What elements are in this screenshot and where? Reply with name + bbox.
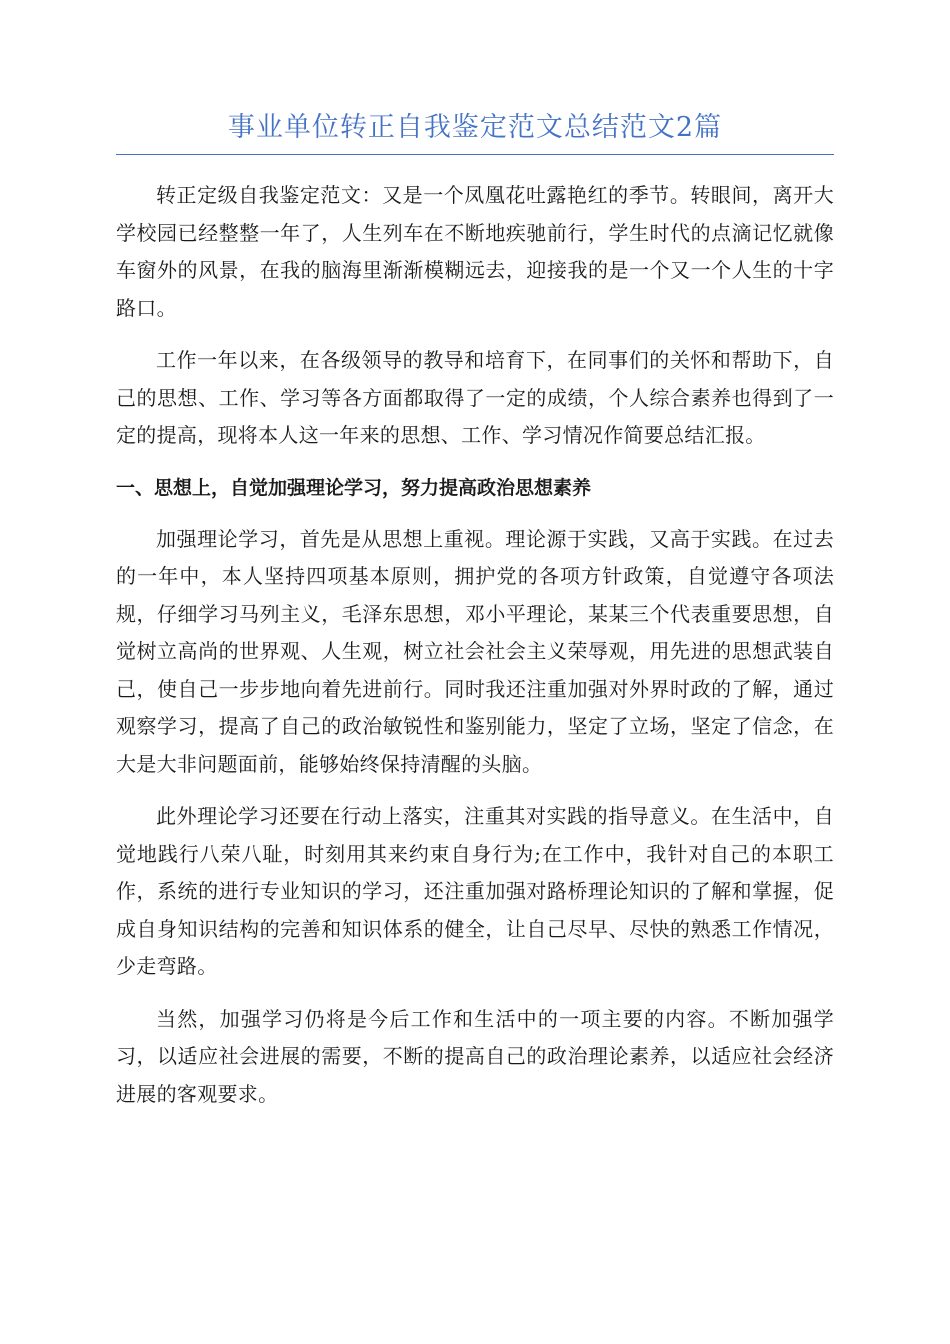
document-page — [116, 108, 834, 1128]
section1-paragraph-3: 当然，加强学习仍将是今后工作和生活中的一项主要的内容。不断加强学习，以适应社会进展的需要，不断的提高自己的政治理论素养，以适应社会经济进展的客观要求。 — [116, 1006, 834, 1106]
intro-paragraph-1: 转正定级自我鉴定范文：又是一个凤凰花吐露艳红的季节。转眼间，离开大学校园已经整整一年了，人生列车在不断地疾驰前行，学生时代的点滴记忆就像车窗外的风景，在我的脑海里渐渐模糊远去，迎接我的是一个又一个人生的十字路口。 — [116, 183, 834, 320]
intro-paragraph-2: 工作一年以来，在各级领导的教导和培育下，在同事们的关怀和帮助下，自己的思想、工作、学习等各方面都取得了一定的成绩，个人综合素养也得到了一定的提高，现将本人这一年来的思想、工作、学习情况作简要总结汇报。 — [116, 348, 834, 447]
section1-paragraph-2: 此外理论学习还要在行动上落实，注重其对实践的指导意义。在生活中，自觉地践行八荣八耻，时刻用其来约束自身行为;在工作中，我针对自己的本职工作，系统的进行专业知识的学习，还注重加强对路桥理论知识的了解和掌握，促成自身知识结构的完善和知识体系的健全，让自己尽早、尽快的熟悉工作情况，少走弯路。 — [116, 804, 834, 978]
section-heading-1: 一、思想上，自觉加强理论学习，努力提高政治思想素养 — [116, 476, 592, 499]
title-underline — [116, 154, 834, 155]
document-title: 事业单位转正自我鉴定范文总结范文2篇 — [227, 112, 723, 143]
section1-paragraph-1: 加强理论学习，首先是从思想上重视。理论源于实践，又高于实践。在过去的一年中，本人坚持四项基本原则，拥护党的各项方针政策，自觉遵守各项法规，仔细学习马列主义，毛泽东思想，邓小平理论，某某三个代表重要思想，自觉树立高尚的世界观、人生观，树立社会社会主义荣辱观，用先进的思想武装自己，使自己一步步地向着先进前行。同时我还注重加强对外界时政的了解，通过观察学习，提高了自己的政治敏锐性和鉴别能力，坚定了立场，坚定了信念，在大是大非问题面前，能够始终保持清醒的头脑。 — [116, 526, 834, 776]
